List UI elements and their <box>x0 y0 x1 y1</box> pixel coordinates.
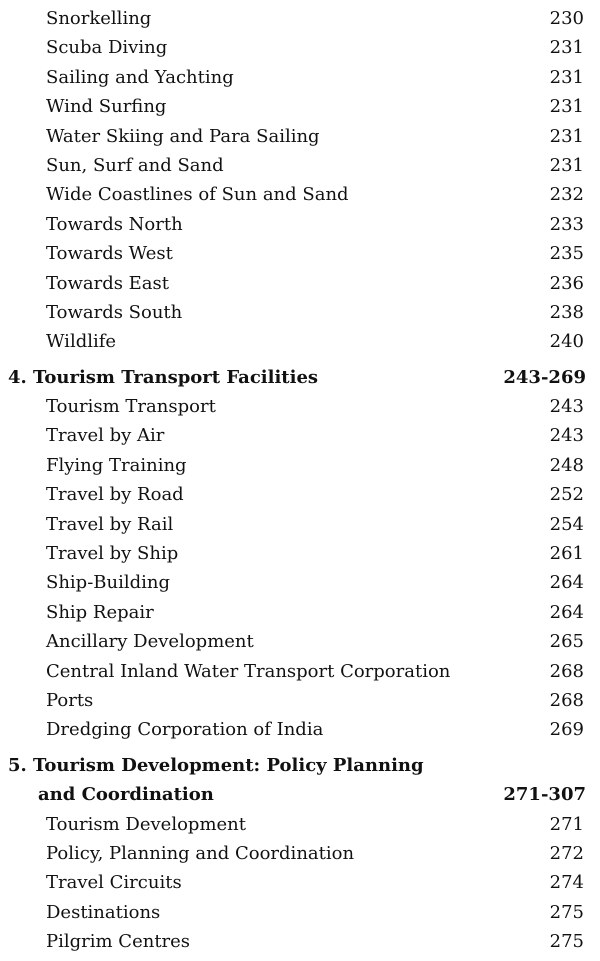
toc-entry-title: Towards North <box>46 213 183 235</box>
toc-entry-page: 264 <box>549 572 584 594</box>
toc-entry-title: Travel by Air <box>46 425 165 447</box>
chapter-heading <box>0 363 600 392</box>
toc-entry-page: 248 <box>549 454 584 476</box>
toc-entry <box>0 92 600 121</box>
toc-entry <box>0 686 600 715</box>
toc-section-continued <box>0 4 600 357</box>
toc-entry <box>0 4 600 33</box>
toc-entry <box>0 298 600 327</box>
toc-entry <box>0 715 600 744</box>
toc-entry-title: Wildlife <box>46 331 117 353</box>
toc-entry-page: 236 <box>549 272 584 294</box>
toc-entry <box>0 810 600 839</box>
chapter-heading-line-2 <box>0 780 600 809</box>
toc-entry-page: 233 <box>549 213 584 235</box>
toc-entry <box>0 510 600 539</box>
toc-entry-page: 272 <box>549 842 584 864</box>
toc-entry <box>0 63 600 92</box>
toc-entry <box>0 210 600 239</box>
toc-entry-title: Water Skiing and Para Sailing <box>46 125 320 147</box>
toc-entry <box>0 421 600 450</box>
toc-entry-page: 261 <box>549 543 584 565</box>
toc-entry <box>0 839 600 868</box>
chapter-page-range: 271-307 <box>503 784 586 806</box>
toc-entry <box>0 33 600 62</box>
toc-entry-title: Wind Surfing <box>46 96 167 118</box>
toc-entry <box>0 868 600 897</box>
toc-entry-title: Snorkelling <box>46 8 152 29</box>
toc-entry <box>0 122 600 151</box>
toc-entry-title: Ship Repair <box>46 601 154 623</box>
toc-entry <box>0 239 600 268</box>
toc-entry-page: 243 <box>549 425 584 447</box>
toc-entry-page: 268 <box>549 689 584 711</box>
toc-entry-title: Ship-Building <box>46 572 171 594</box>
toc-entry-title: Ancillary Development <box>46 631 254 653</box>
toc-entry <box>0 898 600 927</box>
toc-entry <box>0 657 600 686</box>
toc-entry-page: 275 <box>549 931 584 953</box>
toc-entry-page: 254 <box>549 513 584 535</box>
toc-entry-page: 230 <box>549 8 584 29</box>
toc-entry-page: 252 <box>549 484 584 506</box>
toc-entry-title: Dredging Corporation of India <box>46 719 324 741</box>
toc-chapter-5 <box>0 751 600 957</box>
toc-entry-page: 235 <box>549 243 584 265</box>
toc-entry-title: Travel by Ship <box>46 543 179 565</box>
chapter-title: 4. Tourism Transport Facilities <box>8 366 319 388</box>
toc-entry-title: Flying Training <box>46 454 187 476</box>
toc-entry <box>0 927 600 956</box>
toc-entry-title: Tourism Development <box>46 813 246 835</box>
toc-entry-title: Sailing and Yachting <box>46 66 234 88</box>
toc-entry-title: Travel Circuits <box>46 872 182 894</box>
toc-entry <box>0 180 600 209</box>
toc-entry-title: Wide Coastlines of Sun and Sand <box>46 184 349 206</box>
chapter-title-line-1: 5. Tourism Development: Policy Planning <box>8 754 424 776</box>
toc-entry <box>0 568 600 597</box>
toc-entry-title: Towards South <box>46 301 183 323</box>
toc-entry-page: 243 <box>549 396 584 418</box>
toc-entry-title: Scuba Diving <box>46 37 168 59</box>
toc-entry-title: Pilgrim Centres <box>46 931 191 953</box>
toc-entry-page: 269 <box>549 719 584 741</box>
toc-entry-page: 231 <box>549 154 584 176</box>
toc-entry <box>0 151 600 180</box>
toc-entry-page: 265 <box>549 631 584 653</box>
toc-entry <box>0 627 600 656</box>
chapter-title-line-2: and Coordination <box>38 784 214 806</box>
toc-entry-title: Central Inland Water Transport Corporation <box>46 660 451 682</box>
toc-chapter-4 <box>0 363 600 745</box>
toc-entry-page: 232 <box>549 184 584 206</box>
toc-entry-title: Travel by Road <box>46 484 184 506</box>
toc-entry-page: 231 <box>549 66 584 88</box>
toc-entry <box>0 392 600 421</box>
toc-entry-title: Towards West <box>46 243 173 265</box>
chapter-page-range: 243-269 <box>503 366 586 388</box>
toc-entry <box>0 269 600 298</box>
toc-entry <box>0 480 600 509</box>
toc-entry-title: Travel by Rail <box>46 513 174 535</box>
toc-entry-page: 271 <box>549 813 584 835</box>
toc-entry-title: Policy, Planning and Coordination <box>46 842 355 864</box>
toc-entry-page: 231 <box>549 96 584 118</box>
toc-entry-title: Tourism Transport <box>46 396 216 418</box>
toc-entry-page: 231 <box>549 125 584 147</box>
toc-entry-page: 240 <box>549 331 584 353</box>
toc-entry-title: Towards East <box>46 272 170 294</box>
toc-entry-title: Sun, Surf and Sand <box>46 154 224 176</box>
toc-entry-page: 274 <box>549 872 584 894</box>
toc-entry-page: 231 <box>549 37 584 59</box>
toc-entry-page: 268 <box>549 660 584 682</box>
toc-entry-title: Ports <box>46 689 94 711</box>
toc-entry-page: 264 <box>549 601 584 623</box>
toc-entry <box>0 327 600 356</box>
toc-entry-page: 275 <box>549 901 584 923</box>
toc-entry-page: 238 <box>549 301 584 323</box>
toc-entry <box>0 598 600 627</box>
chapter-heading-line-1 <box>0 751 600 780</box>
toc-entry-title: Destinations <box>46 901 161 923</box>
toc-entry <box>0 539 600 568</box>
toc-entry <box>0 451 600 480</box>
